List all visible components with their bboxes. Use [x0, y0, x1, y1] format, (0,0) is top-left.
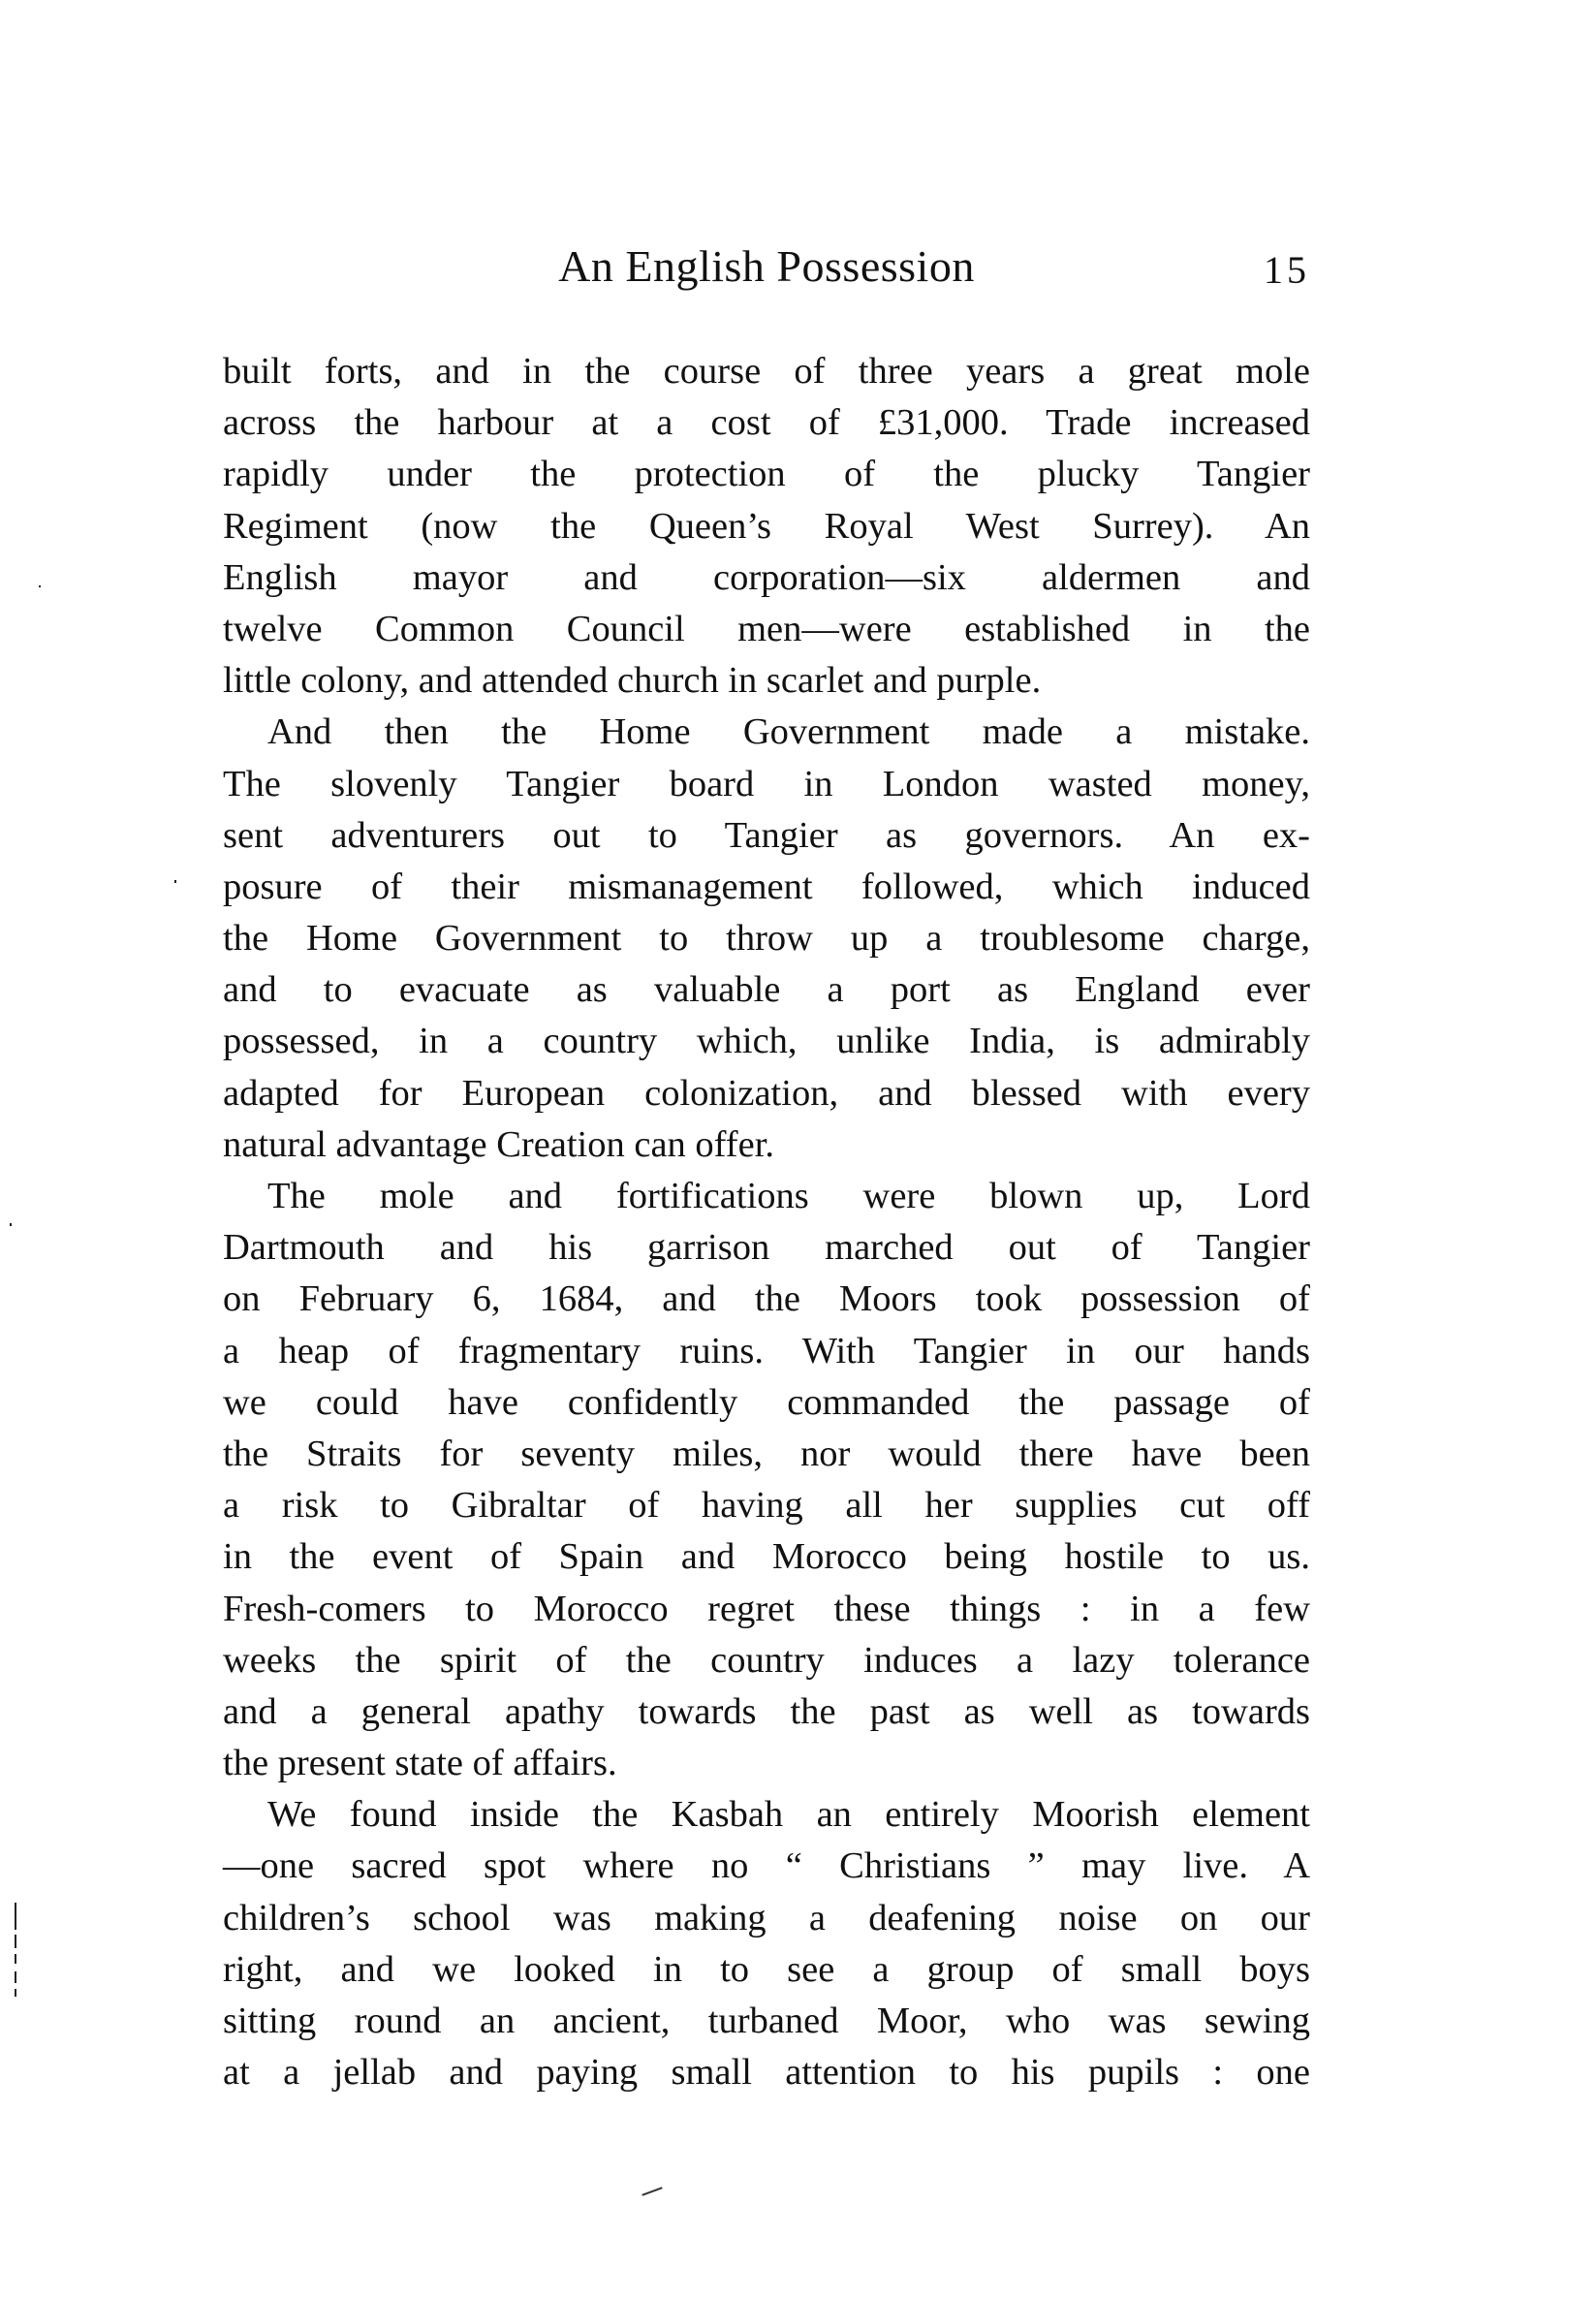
text-line: weeks the spirit of the country induces a lazy tolerance: [223, 1639, 1310, 1681]
text-line: and a general apathy towards the past as well as towards: [223, 1690, 1310, 1732]
text-line: the present state of affairs.: [223, 1743, 617, 1784]
paragraph: [223, 346, 1310, 707]
paragraph: [223, 707, 1310, 1171]
margin-scan-mark: [15, 1971, 16, 1983]
text-line: in the event of Spain and Morocco being hostile to us.: [223, 1536, 1310, 1578]
page-number: 15: [1264, 248, 1310, 292]
margin-scan-mark: [15, 1935, 16, 1948]
margin-scan-mark: [10, 1223, 12, 1226]
text-line: sitting round an ancient, turbaned Moor, who was sewing: [223, 2001, 1310, 2041]
text-line: posure of their mismanagement followed, which induced: [223, 866, 1310, 907]
text-line: Fresh-comers to Morocco regret these things : in a few: [223, 1588, 1310, 1629]
text-line: at a jellab and paying small attention to his pupils : one: [223, 2052, 1310, 2094]
margin-scan-mark: [15, 1954, 16, 1964]
text-line: And then the Home Government made a mistake.: [267, 711, 1310, 753]
text-line: little colony, and attended church in scarlet and purple.: [223, 660, 1042, 702]
text-line: twelve Common Council men—were established in the: [223, 608, 1310, 649]
text-line: sent adventurers out to Tangier as governors. An ex-: [223, 814, 1310, 856]
text-line: —one sacred spot where no “ Christians ” may live. A: [223, 1845, 1310, 1887]
text-line: a heap of fragmentary ruins. With Tangier in our hands: [223, 1330, 1310, 1371]
text-line: we could have confidently commanded the passage of: [223, 1381, 1310, 1423]
text-line: rapidly under the protection of the plucky Tangier: [223, 454, 1310, 495]
bottom-scan-mark: [642, 2187, 662, 2195]
text-line: the Straits for seventy miles, nor would there have been: [223, 1433, 1310, 1474]
text-line: natural advantage Creation can offer.: [223, 1123, 775, 1165]
text-line: adapted for European colonization, and blessed with every: [223, 1072, 1310, 1114]
body-text: [223, 346, 1310, 2098]
text-line: built forts, and in the course of three years a great mole: [223, 351, 1310, 392]
text-line: Regiment (now the Queen’s Royal West Surrey). An: [223, 505, 1310, 547]
text-line: Dartmouth and his garrison marched out of Tangier: [223, 1227, 1310, 1269]
paragraph: [223, 1171, 1310, 1789]
running-head: [223, 237, 1310, 296]
paragraph: [223, 1789, 1310, 2098]
text-line: The slovenly Tangier board in London wasted money,: [223, 763, 1310, 804]
margin-scan-mark: [174, 880, 176, 883]
text-line: across the harbour at a cost of £31,000. Trade increased: [223, 402, 1310, 444]
text-line: English mayor and corporation—six aldermen and: [223, 556, 1310, 598]
text-line: children’s school was making a deafening noise on our: [223, 1897, 1310, 1938]
text-line: on February 6, 1684, and the Moors took possession of: [223, 1278, 1310, 1320]
margin-scan-mark: [15, 1989, 16, 1997]
text-line: the Home Government to throw up a troublesome charge,: [223, 918, 1310, 960]
text-line: right, and we looked in to see a group of small boys: [223, 1948, 1310, 1990]
text-line: a risk to Gibraltar of having all her supplies cut off: [223, 1485, 1310, 1527]
margin-scan-mark: [39, 585, 41, 587]
text-line: possessed, in a country which, unlike India, is admirably: [223, 1021, 1310, 1062]
running-title: An English Possession: [558, 241, 975, 291]
margin-scan-mark: [15, 1903, 16, 1930]
text-line: and to evacuate as valuable a port as England ever: [223, 969, 1310, 1011]
text-line: The mole and fortifications were blown up, Lord: [267, 1176, 1310, 1216]
text-line: We found inside the Kasbah an entirely Moorish element: [267, 1794, 1310, 1836]
